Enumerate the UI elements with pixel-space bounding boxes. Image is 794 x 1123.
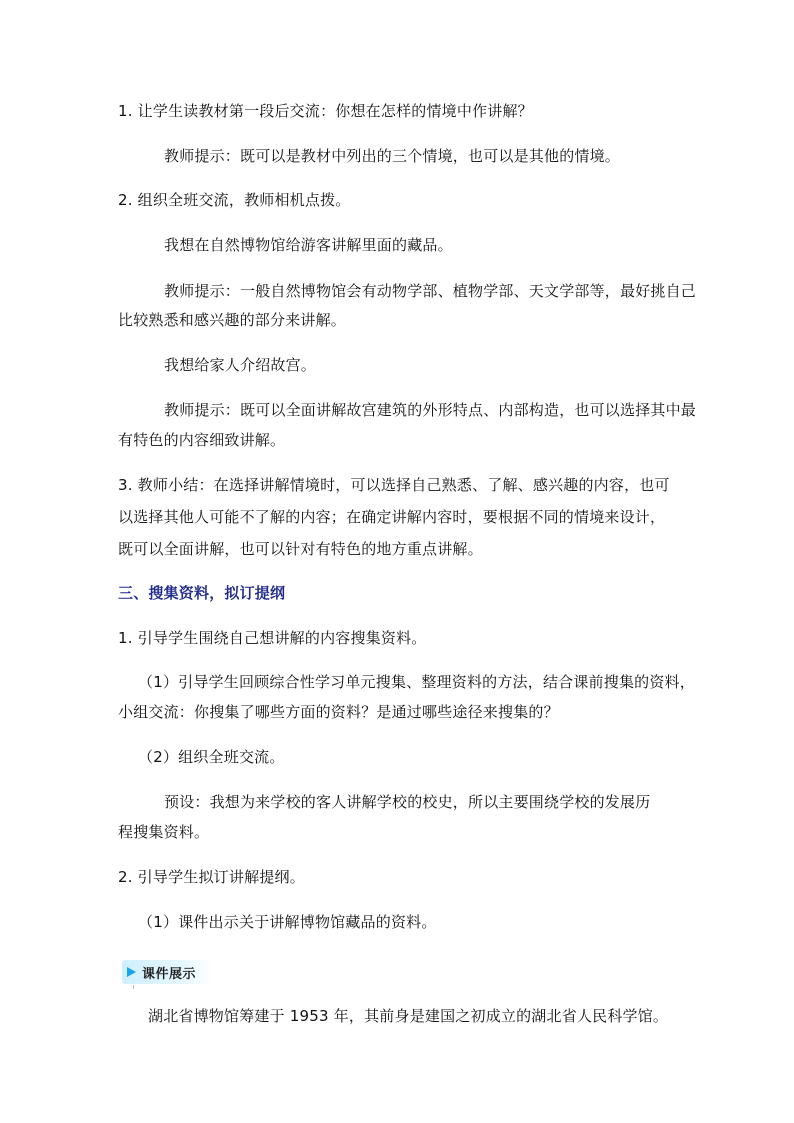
sub-step-1-text: 1. 引导学生围绕自己想讲解的内容搜集资料。 bbox=[118, 629, 427, 647]
preset-line-1: 预设：我想为来学校的客人讲解学校的校史，所以主要围绕学校的发展历 bbox=[164, 793, 651, 811]
example-museum: 我想在自然博物馆给游客讲解里面的藏品。 bbox=[164, 236, 453, 254]
step-3-line-1: 3. 教师小结：在选择讲解情境时，可以选择自己熟悉、了解、感兴趣的内容，也可 bbox=[118, 476, 670, 494]
preset-line-2: 程搜集资料。 bbox=[118, 823, 210, 841]
step-3-line-2: 以选择其他人可能不了解的内容；在确定讲解内容时，要根据不同的情境来设计， bbox=[118, 508, 666, 526]
museum-info-text: 湖北省博物馆筹建于 1953 年，其前身是建国之初成立的湖北省人民科学馆。 bbox=[148, 1007, 669, 1025]
play-triangle-icon bbox=[124, 965, 138, 979]
sub-item-3-text: （1）课件出示关于讲解博物馆藏品的资料。 bbox=[138, 913, 437, 931]
teacher-tip-3-line-2: 有特色的内容细致讲解。 bbox=[118, 431, 286, 449]
courseware-tag-label: 课件展示 bbox=[142, 966, 197, 982]
teacher-tip-1: 教师提示：既可以是教材中列出的三个情境，也可以是其他的情境。 bbox=[164, 147, 621, 165]
courseware-tag bbox=[122, 960, 212, 984]
sub-step-2-text: 2. 引导学生拟订讲解提纲。 bbox=[118, 868, 305, 886]
sub-item-1-line-1: （1）引导学生回顾综合性学习单元搜集、整理资料的方法，结合课前搜集的资料， bbox=[138, 673, 695, 691]
step-2-text: 2. 组织全班交流，教师相机点拨。 bbox=[118, 191, 351, 209]
teacher-tip-3-line-1: 教师提示：既可以全面讲解故宫建筑的外形特点、内部构造，也可以选择其中最 bbox=[164, 401, 697, 419]
step-3-line-3: 既可以全面讲解，也可以针对有特色的地方重点讲解。 bbox=[118, 540, 483, 558]
example-palace: 我想给家人介绍故宫。 bbox=[164, 356, 317, 374]
section-heading: 三、搜集资料，拟订提纲 bbox=[118, 584, 286, 602]
teacher-tip-2-line-2: 比较熟悉和感兴趣的部分来讲解。 bbox=[118, 311, 347, 329]
tag-underline-tick bbox=[133, 985, 134, 989]
sub-item-1-line-2: 小组交流：你搜集了哪些方面的资料？是通过哪些途径来搜集的？ bbox=[118, 703, 559, 721]
sub-item-2-text: （2）组织全班交流。 bbox=[138, 748, 285, 766]
step-1-text: 1. 让学生读教材第一段后交流：你想在怎样的情境中作讲解？ bbox=[118, 102, 533, 120]
teacher-tip-2-line-1: 教师提示：一般自然博物馆会有动物学部、植物学部、天文学部等，最好挑自己 bbox=[164, 282, 697, 300]
